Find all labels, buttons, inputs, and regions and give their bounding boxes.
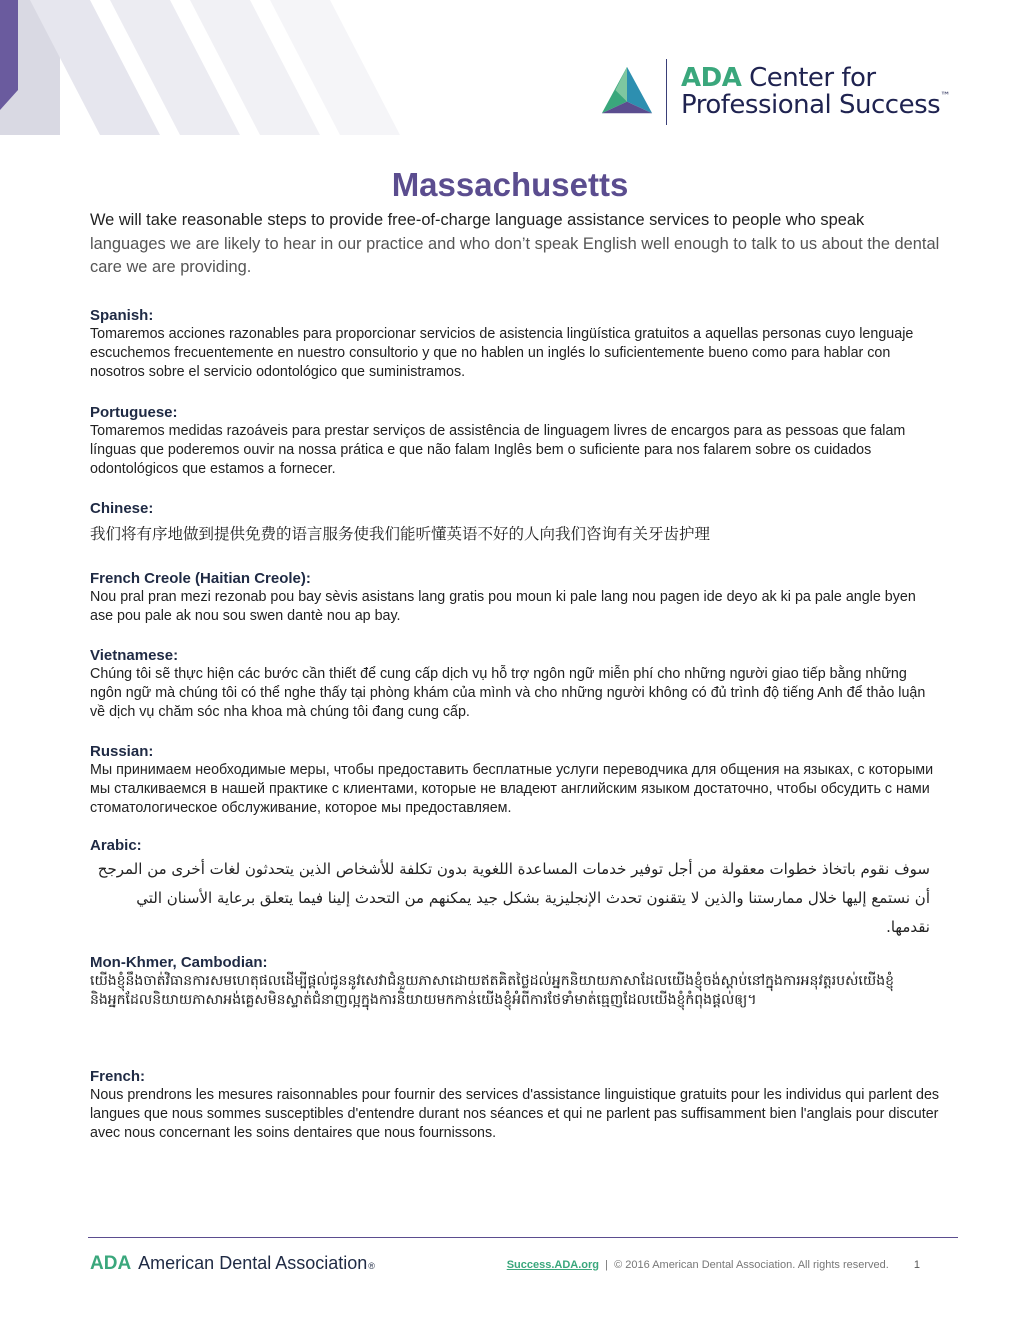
section-heading: French:: [90, 1068, 146, 1085]
logo-line2-text: Professional Success: [681, 90, 941, 120]
section-heading: Russian:: [90, 743, 154, 760]
footer-meta: [507, 1259, 920, 1271]
registered-symbol: ®: [368, 1261, 375, 1271]
footer-separator: |: [605, 1259, 608, 1271]
section-russian: [90, 743, 940, 818]
section-french-creole: [90, 570, 940, 626]
section-heading: Chinese:: [90, 500, 154, 517]
logo-line1-text: Center for: [749, 62, 876, 93]
section-text: Tomaremos medidas razoáveis para prestar serviços de assistência de linguagem livres de encargos para as pessoas que falam línguas que poderemos ouvir na nossa prática e que não falam Inglês bem o suficiente para nos falarem sobre os cuidados odontológicos que estamos a fornecer.: [90, 423, 906, 477]
intro-paragraph: [90, 209, 940, 280]
section-heading: Mon-Khmer, Cambodian:: [90, 954, 268, 971]
section-mon-khmer: [90, 954, 940, 1010]
copyright-text: © 2016 American Dental Association. All rights reserved.: [614, 1259, 889, 1271]
section-text: 我们将有序地做到提供免费的语言服务使我们能听懂英语不好的人向我们咨询有关牙齿护理: [90, 525, 711, 543]
section-portuguese: [90, 404, 940, 479]
section-text: Chúng tôi sẽ thực hiện các bước cần thiết để cung cấp dịch vụ hỗ trợ ngôn ngữ miễn phí cho những người giao tiếp bằng những ngôn ngữ mà chúng tôi có thể nghe thấy tại phòng khám của mình và cho những người không có đủ trình độ tiếng Anh để thảo luận về dịch vụ chăm sóc nha khoa mà chúng tôi đang cung cấp.: [90, 666, 926, 720]
footer-ada-text: ADA: [90, 1253, 132, 1274]
logo-divider: [666, 59, 667, 125]
section-spanish: [90, 307, 940, 382]
section-text: سوف نقوم باتخاذ خطوات معقولة من أجل توفير خدمات المساعدة اللغوية بدون تكلفة للأشخاص الذين يتحدثون لغات أخرى من المرجح أن نستمع إليها خلال ممارستنا والذين لا يتقنون تحدث الإنجليزية بشكل جيد يمكنهم من التحدث إلينا فيما يتعلق برعاية الأسنان التي نقدمها.: [97, 860, 930, 936]
section-text-continued: និងអ្នកដែលនិយាយភាសាអង់គ្លេសមិនស្ទាត់ជំនាញល្អក្នុងការនិយាយមកកាន់យើងខ្ញុំអំពីការថែទាំមាត់ធ្មេញដែលយើងខ្ញុំកំពុងផ្តល់ឲ្យ។: [90, 992, 757, 1008]
section-french: [90, 1068, 940, 1143]
ada-triangle-logo-icon: [598, 63, 656, 121]
section-heading: French Creole (Haitian Creole):: [90, 570, 311, 587]
intro-part1: We will take reasonable steps to provide free-of-charge language assistance services to people who speak: [90, 211, 865, 229]
section-text: Nou pral pran mezi rezonab pou bay sèvis asistans lang gratis pou moun ki pale lang nou pagen ide deyo ak ki pa pale angle byen ase pou pale ak nou sou swen dantè nou ap bay.: [90, 589, 916, 624]
footer-org-name: American Dental Association: [138, 1253, 368, 1273]
section-arabic: [90, 837, 940, 942]
section-text: យើងខ្ញុំនឹងចាត់វិធានការសមហេតុផលដើម្បីផ្តល់ជូននូវសេវាជំនួយភាសាដោយឥតគិតថ្លៃដល់អ្នកនិយាយភាសាដែលយើងខ្ញុំចង់ស្តាប់នៅក្នុងការអនុវត្តរបស់យើងខ្ញុំ: [90, 973, 894, 989]
section-vietnamese: [90, 647, 940, 722]
section-heading: Portuguese:: [90, 404, 178, 421]
decorative-stripes: [0, 0, 400, 135]
section-text: Мы принимаем необходимые меры, чтобы предоставить бесплатные услуги переводчика для общения на языках, с которыми мы сталкиваемся в нашей практике с клиентами, которые не владеют английским языком достаточно, чтобы обсудить с нами стоматологическое обслуживание, которое мы предоставляем.: [90, 762, 934, 816]
success-ada-link[interactable]: Success.ADA.org: [506, 1259, 599, 1271]
section-heading: Arabic:: [90, 837, 142, 854]
ada-cps-logo: [598, 58, 950, 126]
footer-divider: [88, 1237, 958, 1238]
logo-ada-text: ADA: [681, 62, 742, 93]
section-chinese: [90, 500, 940, 545]
section-heading: Vietnamese:: [90, 647, 179, 664]
logo-wordmark: [681, 62, 950, 120]
section-heading: Spanish:: [90, 307, 154, 324]
page-number: 1: [913, 1259, 920, 1271]
footer-ada-logo: [90, 1253, 375, 1275]
trademark-symbol: ™: [940, 91, 950, 102]
page-title: Massachusetts: [391, 166, 629, 203]
section-text: Tomaremos acciones razonables para proporcionar servicios de asistencia lingüística gratuitos a aquellas personas cuyo lenguaje escuchemos frecuentemente en nuestro consultorio y que no hablen un inglés lo suficientemente bueno como para hablar con nosotros sobre el servicio odontológico que suministramos.: [90, 326, 914, 380]
intro-part2: languages we are likely to hear in our practice and who don’t speak English well enough to talk to us about the dental care we are providing.: [90, 234, 940, 276]
section-text: Nous prendrons les mesures raisonnables pour fournir des services d'assistance linguistique gratuits pour les individus qui parlent des langues que nous sommes susceptibles d'entendre durant nos séances et qui ne parlent pas suffisamment bien l'anglais pour discuter avec nous concernant les soins dentaires que nous fournissons.: [90, 1087, 940, 1141]
